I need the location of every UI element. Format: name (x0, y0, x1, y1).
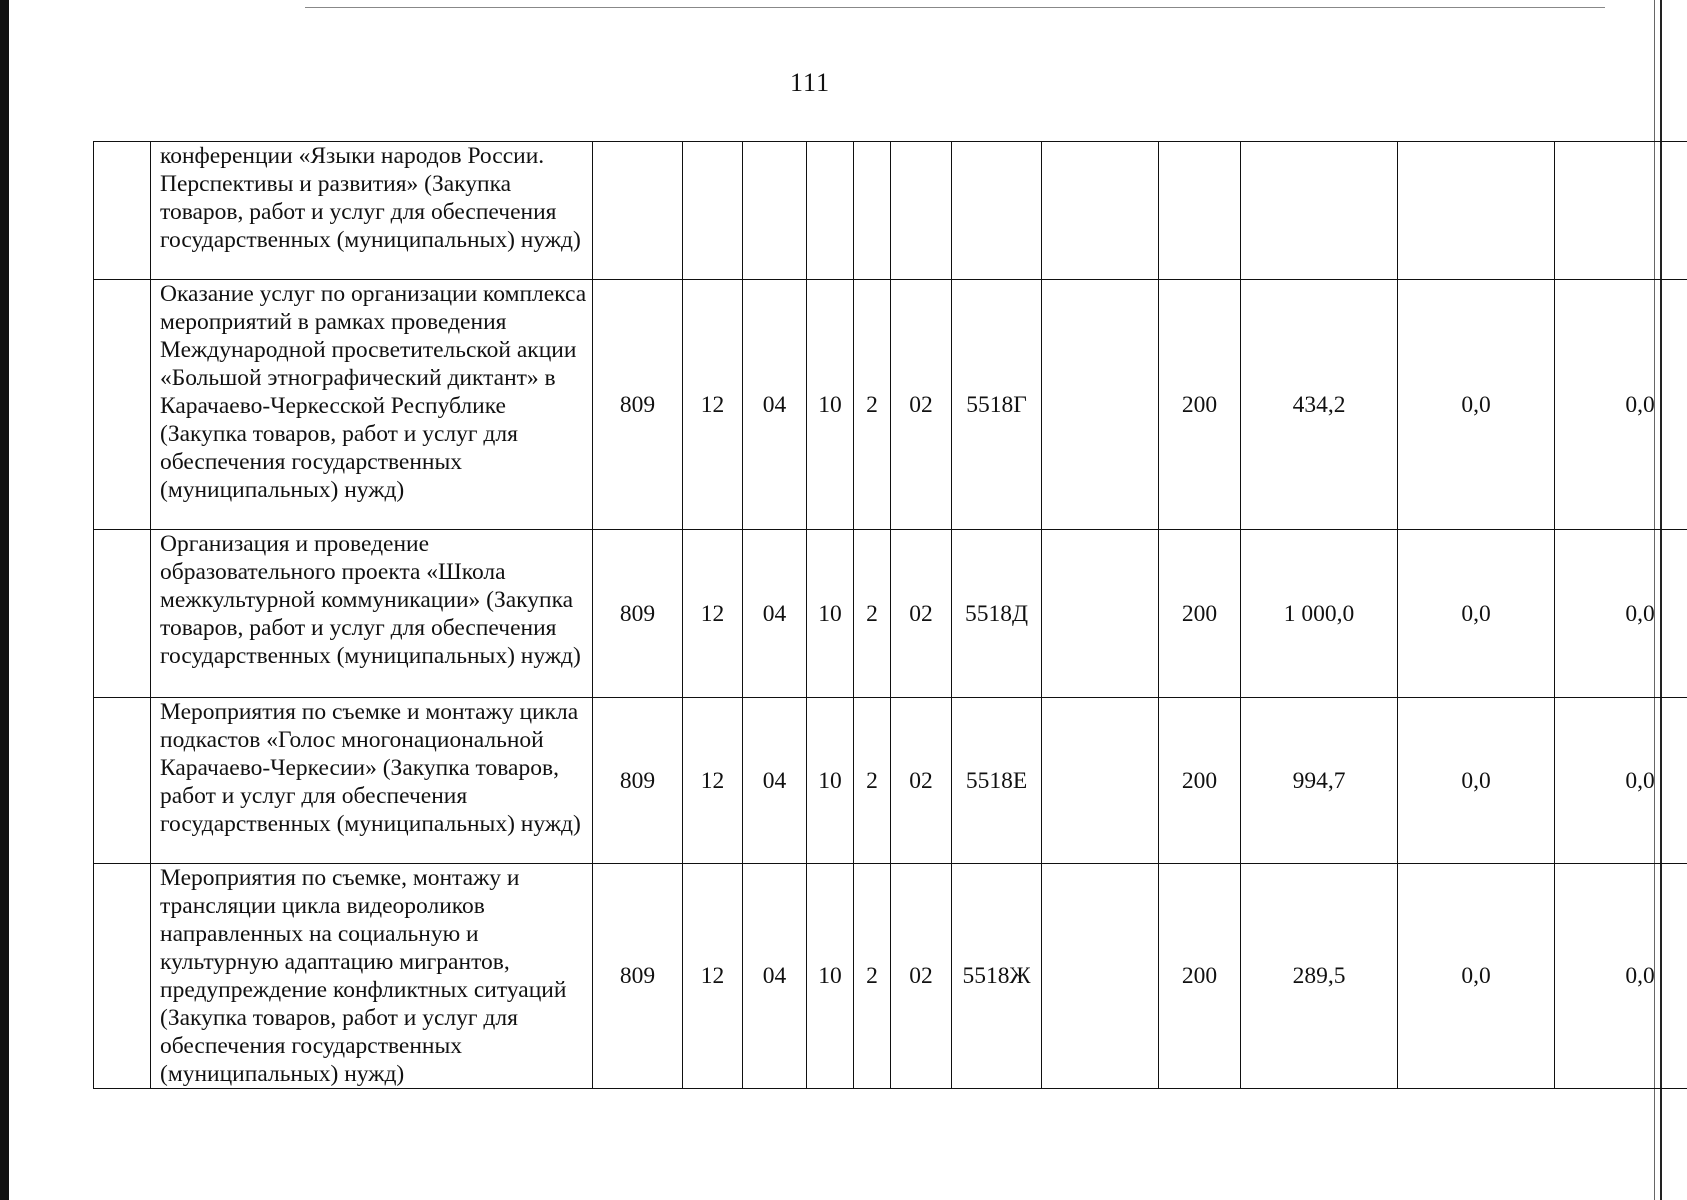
direction-code-cell: 5518Е (952, 698, 1042, 864)
section-cell: 12 (683, 698, 743, 864)
table-row (94, 530, 1687, 698)
subsection-cell (743, 142, 807, 280)
subsection-cell: 04 (743, 530, 807, 698)
subprogram-cell: 2 (854, 864, 891, 1089)
description-cell: конференции «Языки народов России. Перспективы и развития» (Закупка товаров, работ и услуг для обеспечения государственных (муниципальных) нужд) (151, 142, 593, 280)
direction-code-cell: 5518Ж (952, 864, 1042, 1089)
direction-code-cell: 5518Д (952, 530, 1042, 698)
section-cell (683, 142, 743, 280)
amount-year2-cell: 0,0 (1398, 698, 1555, 864)
event-cell (891, 142, 952, 280)
empty-cell (1042, 698, 1159, 864)
subsection-cell: 04 (743, 698, 807, 864)
expense-type-cell: 200 (1159, 530, 1241, 698)
subsection-cell: 04 (743, 280, 807, 530)
empty-cell (1042, 142, 1159, 280)
empty-cell (1042, 530, 1159, 698)
amount-year2-cell: 0,0 (1398, 864, 1555, 1089)
index-cell (94, 698, 151, 864)
amount-year1-cell: 434,2 (1241, 280, 1398, 530)
description-cell: Мероприятия по съемке, монтажу и трансляции цикла видеороликов направленных на социальную и культурную адаптацию мигрантов, предупреждение конфликтных ситуаций (Закупка товаров, работ и услуг для обеспечения государственных (муниципальных) нужд) (151, 864, 593, 1089)
subprogram-cell: 2 (854, 280, 891, 530)
ministry-code-cell: 809 (593, 280, 683, 530)
amount-year1-cell (1241, 142, 1398, 280)
amount-year3-cell: 0,0 (1555, 530, 1687, 698)
program-cell: 10 (807, 864, 854, 1089)
subsection-cell: 04 (743, 864, 807, 1089)
direction-code-cell: 5518Г (952, 280, 1042, 530)
event-cell: 02 (891, 280, 952, 530)
amount-year3-cell (1555, 142, 1687, 280)
ministry-code-cell (593, 142, 683, 280)
program-cell: 10 (807, 530, 854, 698)
description-cell: Оказание услуг по организации комплекса мероприятий в рамках проведения Международной просветительской акции «Большой этнографический диктант» в Карачаево-Черкесской Республике (Закупка товаров, работ и услуг для обеспечения государственных (муниципальных) нужд) (151, 280, 593, 530)
description-cell: Мероприятия по съемке и монтажу цикла подкастов «Голос многонациональной Карачаево-Черкесии» (Закупка товаров, работ и услуг для обеспечения государственных (муниципальных) нужд) (151, 698, 593, 864)
event-cell: 02 (891, 530, 952, 698)
scan-edge-top (305, 7, 1605, 8)
expense-type-cell: 200 (1159, 698, 1241, 864)
section-cell: 12 (683, 864, 743, 1089)
index-cell (94, 142, 151, 280)
index-cell (94, 530, 151, 698)
table-row (94, 142, 1687, 280)
amount-year1-cell: 994,7 (1241, 698, 1398, 864)
ministry-code-cell: 809 (593, 698, 683, 864)
event-cell: 02 (891, 864, 952, 1089)
description-cell: Организация и проведение образовательного проекта «Школа межкультурной коммуникации» (Закупка товаров, работ и услуг для обеспечения государственных (муниципальных) нужд) (151, 530, 593, 698)
empty-cell (1042, 864, 1159, 1089)
program-cell (807, 142, 854, 280)
subprogram-cell: 2 (854, 530, 891, 698)
program-cell: 10 (807, 280, 854, 530)
amount-year1-cell: 1 000,0 (1241, 530, 1398, 698)
expense-type-cell: 200 (1159, 864, 1241, 1089)
amount-year3-cell: 0,0 (1555, 280, 1687, 530)
table-row (94, 698, 1687, 864)
index-cell (94, 864, 151, 1089)
table-row (94, 280, 1687, 530)
subprogram-cell (854, 142, 891, 280)
section-cell: 12 (683, 280, 743, 530)
expense-type-cell: 200 (1159, 280, 1241, 530)
section-cell: 12 (683, 530, 743, 698)
program-cell: 10 (807, 698, 854, 864)
amount-year3-cell: 0,0 (1555, 864, 1687, 1089)
amount-year2-cell: 0,0 (1398, 530, 1555, 698)
direction-code-cell (952, 142, 1042, 280)
scan-edge-left (0, 0, 9, 1200)
expense-type-cell (1159, 142, 1241, 280)
empty-cell (1042, 280, 1159, 530)
table-row (94, 864, 1687, 1089)
subprogram-cell: 2 (854, 698, 891, 864)
budget-table (93, 141, 1687, 1089)
page-number: 111 (790, 68, 831, 97)
amount-year2-cell: 0,0 (1398, 280, 1555, 530)
event-cell: 02 (891, 698, 952, 864)
ministry-code-cell: 809 (593, 530, 683, 698)
ministry-code-cell: 809 (593, 864, 683, 1089)
amount-year3-cell: 0,0 (1555, 698, 1687, 864)
index-cell (94, 280, 151, 530)
amount-year2-cell (1398, 142, 1555, 280)
amount-year1-cell: 289,5 (1241, 864, 1398, 1089)
